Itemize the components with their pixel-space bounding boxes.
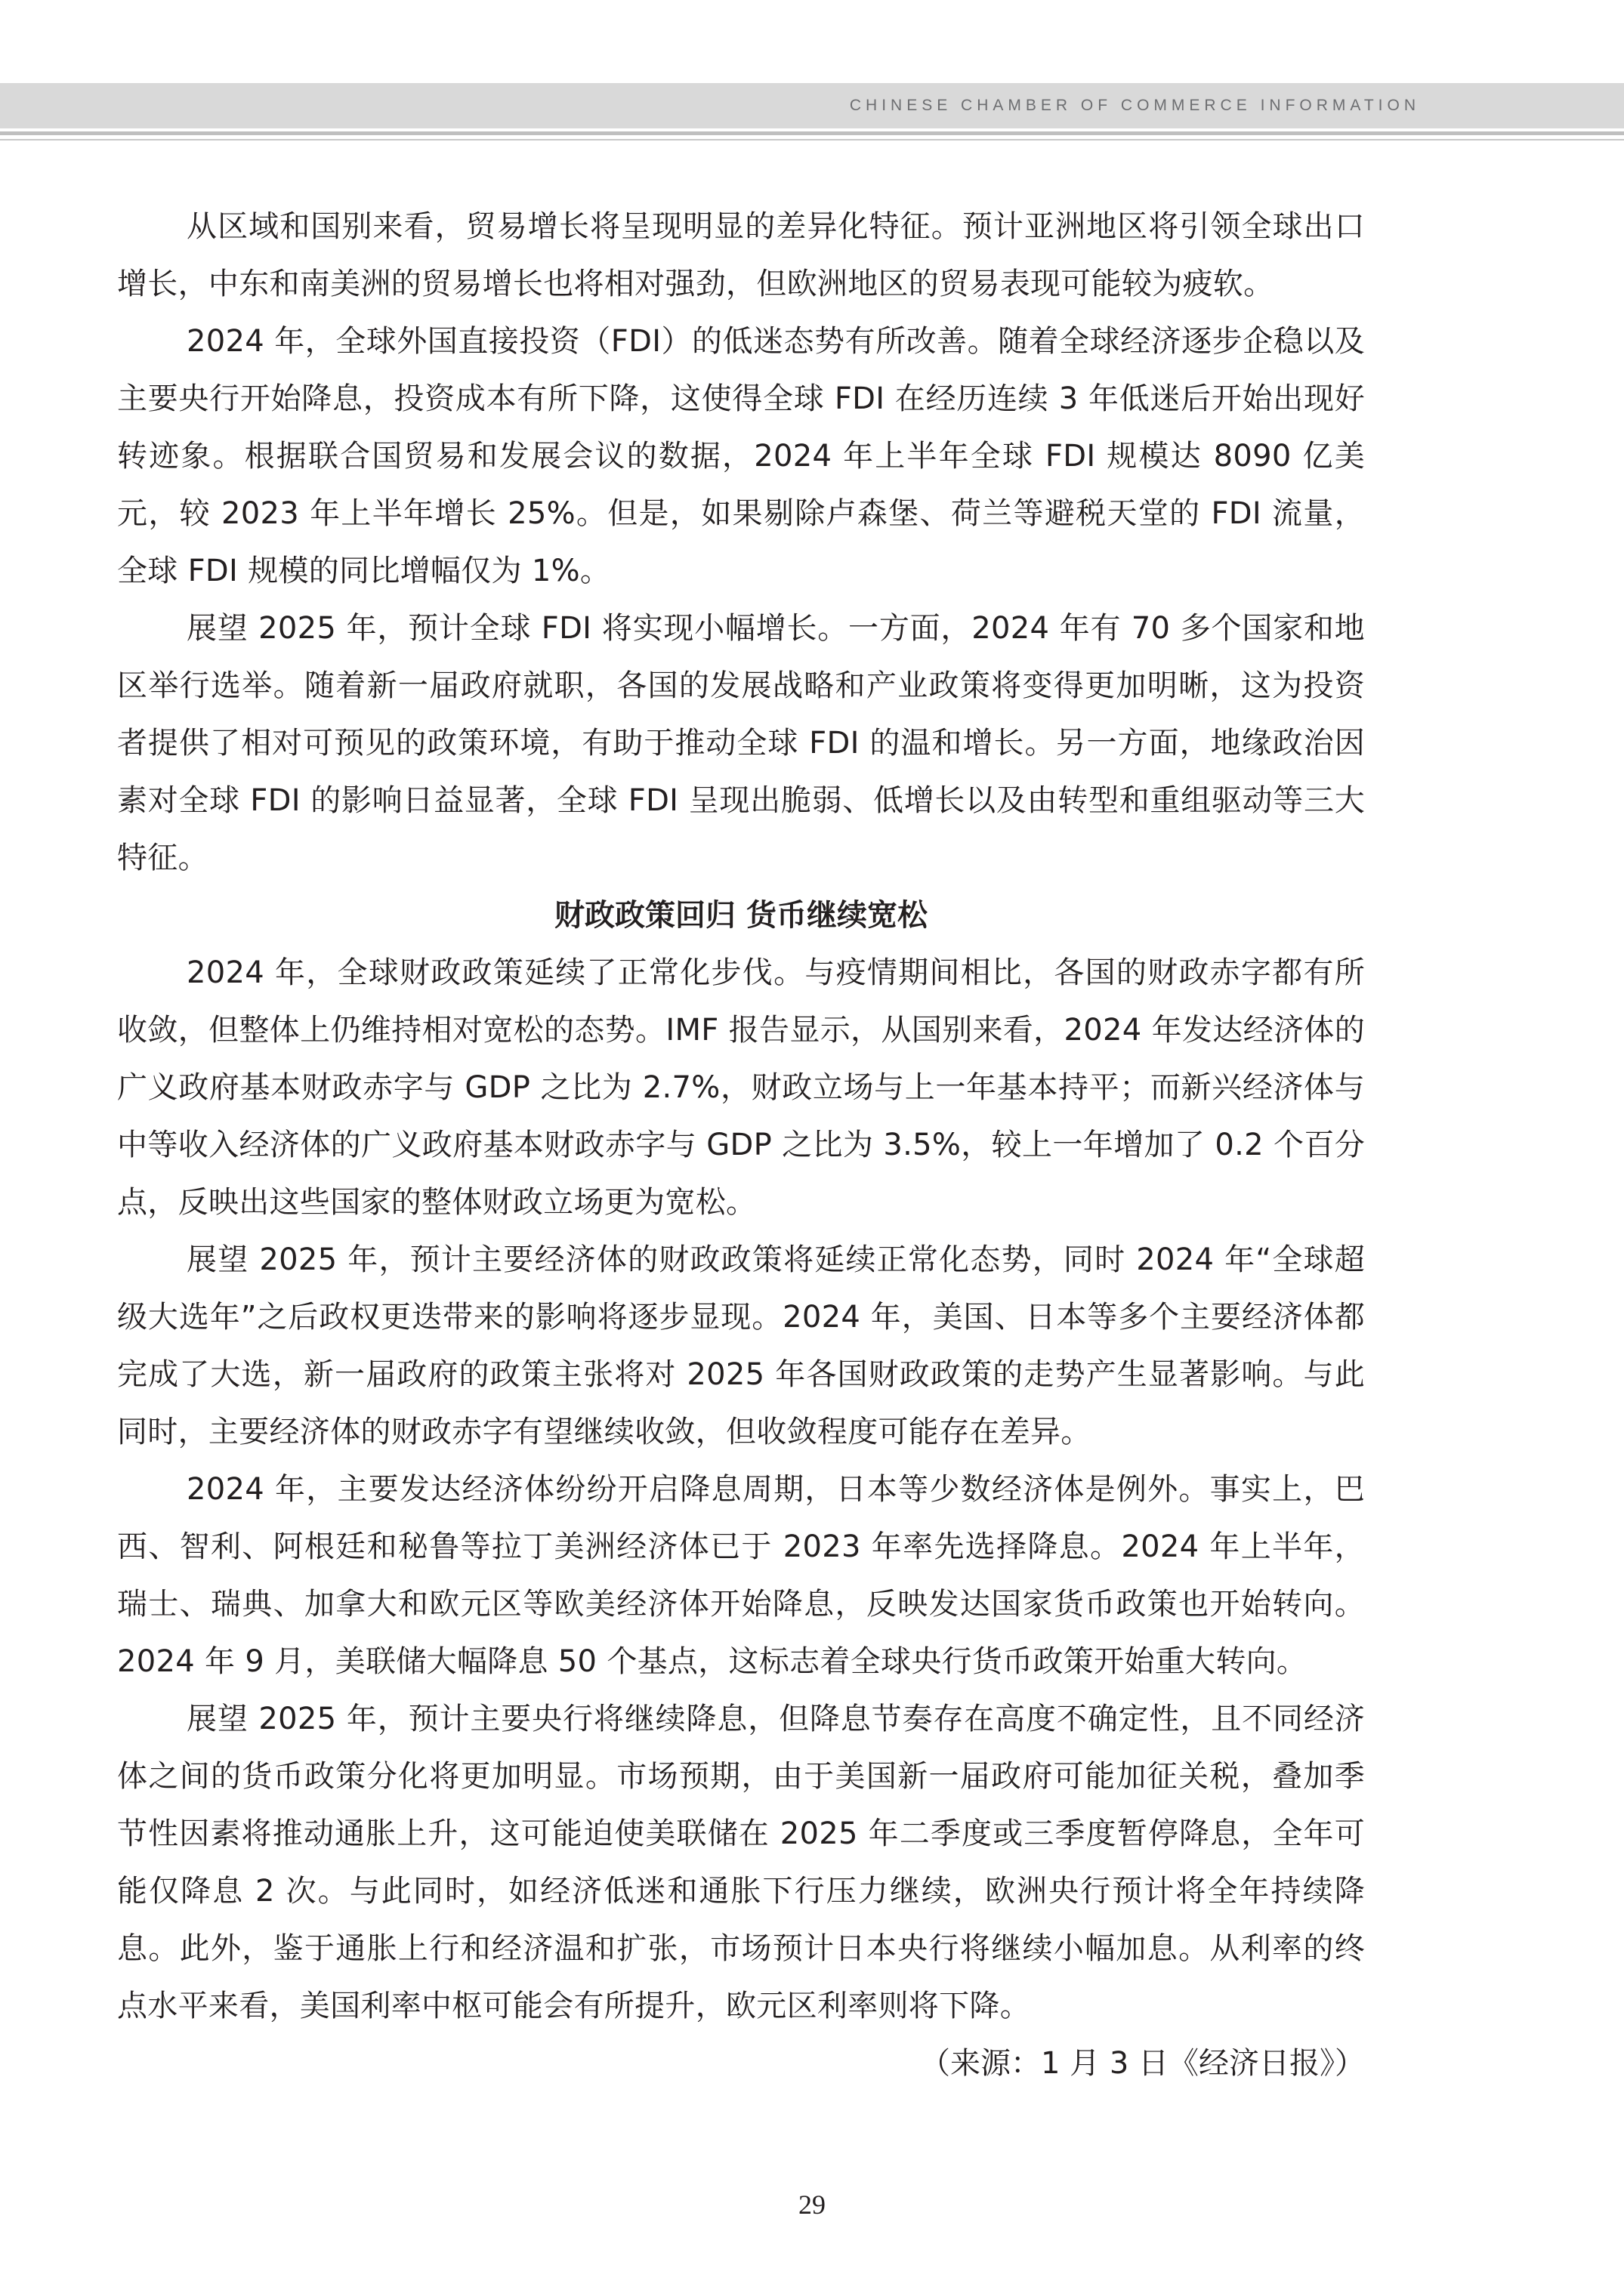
article-body — [117, 198, 1365, 2092]
header-divider — [0, 131, 1624, 135]
paragraph-fiscal-outlook: 展望 2025 年，预计主要经济体的财政政策将延续正常化态势，同时 2024 年“全球超级大选年”之后政权更迭带来的影响将逐步显现。2024 年，美国、日本等多个主要经济体都完成了大选，新一届政府的政策主张将对 2025 年各国财政政策的走势产生显著影响。与此同时，主要经济体的财政赤字有望继续收敛，但收敛程度可能存在差异。 — [117, 1242, 1365, 1449]
publication-title: CHINESE CHAMBER OF COMMERCE INFORMATION — [849, 97, 1420, 114]
paragraph-trade-regions: 从区域和国别来看，贸易增长将呈现明显的差异化特征。预计亚洲地区将引领全球出口增长，中东和南美洲的贸易增长也将相对强劲，但欧洲地区的贸易表现可能较为疲软。 — [117, 209, 1365, 301]
paragraph-fdi-2024: 2024 年，全球外国直接投资（FDI）的低迷态势有所改善。随着全球经济逐步企稳以及主要央行开始降息，投资成本有所下降，这使得全球 FDI 在经历连续 3 年低迷后开始出现好转迹象。根据联合国贸易和发展会议的数据，2024 年上半年全球 FDI 规模达 8090 亿美元，较 2023 年上半年增长 25%。但是，如果剔除卢森堡、荷兰等避税天堂的 FDI 流量，全球 FDI 规模的同比增幅仅为 1%。 — [117, 324, 1365, 588]
paragraph-rate-cuts-2024: 2024 年，主要发达经济体纷纷开启降息周期，日本等少数经济体是例外。事实上，巴西、智利、阿根廷和秘鲁等拉丁美洲经济体已于 2023 年率先选择降息。2024 年上半年，瑞士、瑞典、加拿大和欧元区等欧美经济体开始降息，反映发达国家货币政策也开始转向。2024 年 9 月，美联储大幅降息 50 个基点，这标志着全球央行货币政策开始重大转向。 — [117, 1472, 1365, 1679]
section-heading: 财政政策回归 货币继续宽松 — [554, 898, 928, 933]
page-number: 29 — [798, 2190, 826, 2220]
header-divider-thin — [0, 139, 1624, 140]
source-citation: （来源：1 月 3 日《经济日报》） — [919, 2046, 1365, 2081]
paragraph-fdi-outlook: 展望 2025 年，预计全球 FDI 将实现小幅增长。一方面，2024 年有 70 多个国家和地区举行选举。随着新一届政府就职，各国的发展战略和产业政策将变得更加明晰，这为投资者提供了相对可预见的政策环境，有助于推动全球 FDI 的温和增长。另一方面，地缘政治因素对全球 FDI 的影响日益显著，全球 FDI 呈现出脆弱、低增长以及由转型和重组驱动等三大特征。 — [117, 611, 1365, 875]
paragraph-monetary-outlook: 展望 2025 年，预计主要央行将继续降息，但降息节奏存在高度不确定性，且不同经济体之间的货币政策分化将更加明显。市场预期，由于美国新一届政府可能加征关税，叠加季节性因素将推动通胀上升，这可能迫使美联储在 2025 年二季度或三季度暂停降息，全年可能仅降息 2 次。与此同时，如经济低迷和通胀下行压力继续，欧洲央行预计将全年持续降息。此外，鉴于通胀上行和经济温和扩张，市场预计日本央行将继续小幅加息。从利率的终点水平来看，美国利率中枢可能会有所提升，欧元区利率则将下降。 — [117, 1702, 1365, 2023]
paragraph-fiscal-2024: 2024 年，全球财政政策延续了正常化步伐。与疫情期间相比，各国的财政赤字都有所收敛，但整体上仍维持相对宽松的态势。IMF 报告显示，从国别来看，2024 年发达经济体的广义政府基本财政赤字与 GDP 之比为 2.7%，财政立场与上一年基本持平；而新兴经济体与中等收入经济体的广义政府基本财政赤字与 GDP 之比为 3.5%，较上一年增加了 0.2 个百分点，反映出这些国家的整体财政立场更为宽松。 — [117, 955, 1365, 1220]
